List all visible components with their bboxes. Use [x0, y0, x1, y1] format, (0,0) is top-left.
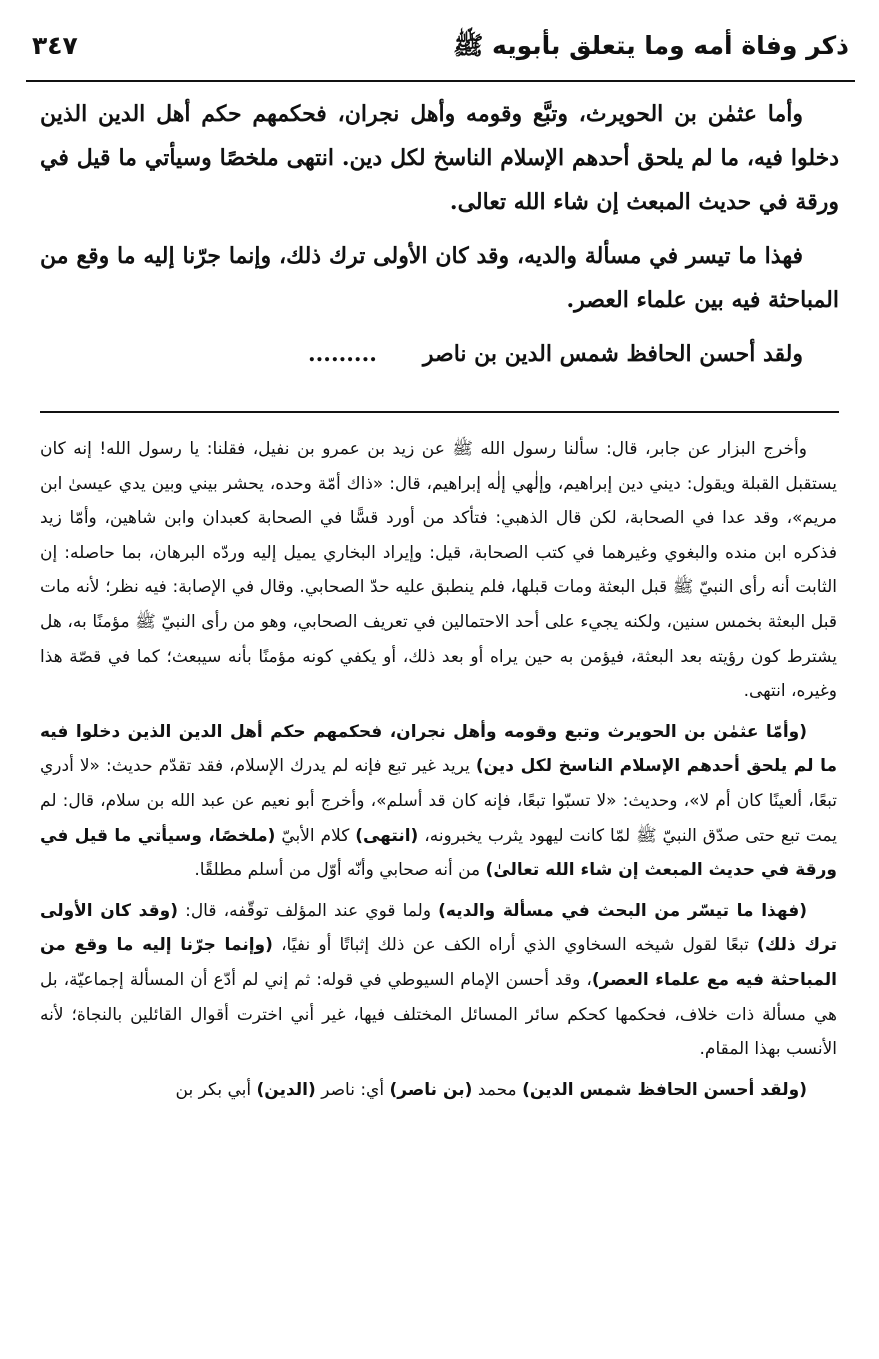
main-paragraph: فهذا ما تيسر في مسألة والديه، وقد كان الأولى ترك ذلك، وإنما جرّنا إليه ما وقع من المباحثة فيه بين علماء العصر.	[40, 243, 839, 313]
commentary-paragraph	[40, 715, 837, 888]
commentary-text: يريد غير تبع فإنه لم يدرك الإسلام، فقد تقدّم حديث: «لا أدري تبعًا، ألعينًا كان أم لا»، وحديث: «لا تسبّوا تبعًا، فإنه كان قد أسلم»، وأخرج أبو نعيم عن عبد الله بن سلام، قال: لم يمت تبع حتى صدّق النبيّ ﷺ لمّا كانت ليهود يثرب يخبرونه،	[40, 756, 837, 846]
commentary-text: ولما قوي عند المؤلف توقّفه، قال:	[177, 900, 439, 921]
header-divider	[26, 80, 855, 82]
quoted-text: (انتهى)	[355, 825, 419, 846]
quoted-text: (وقد كان الأولى ترك ذلك)	[40, 900, 837, 956]
commentary-paragraph: وأخرج البزار عن جابر، قال: سألنا رسول الله ﷺ عن زيد بن عمرو بن نفيل، فقلنا: يا رسول الله! إنه كان يستقبل القبلة ويقول: ديني دين إبراهيم، وإلٰهي إلٰه إبراهيم، قال: «ذاك أمّة وحده، يحشر بيني وبين يدي عيسىٰ ابن مريم»، وقد عدا في الصحابة، لكن قال الذهبي: فتأكد من أورد قسًّا في الصحابة كعبدان وابن شاهين، وأمّا زيد فذكره ابن منده والبغوي وغيرهما في كتب الصحابة، قيل: وإيراد البخاري يميل إليه وردّه البرهان، بما حاصله: إن الثابت أنه رأى النبيّ ﷺ قبل البعثة ومات قبلها، فلم ينطبق عليه حدّ الصحابي. وقال في الإصابة: فيه نظر؛ لأنه مات قبل البعثة بخمس سنين، ولكنه يجيء على أحد الاحتمالين في تعريف الصحابي، وهو من رأى النبيّ ﷺ مؤمنًا به، هل يشترط كون رؤيته بعد البعثة، فيؤمن به حين يراه أو بعد ذلك، أو يكفي كونه مؤمنًا بأنه سيبعث؛ كما في قصّة هذا وغيره، انتهى.	[40, 439, 837, 702]
quoted-text: (فهذا ما تيسّر من البحث في مسألة والديه)	[438, 900, 807, 921]
commentary-paragraph	[40, 894, 837, 1067]
main-paragraph: وأما عثمٰن بن الحويرث، وتبَّع وقومه وأهل نجران، فحكمهم حكم أهل الدين الذين دخلوا فيه، ما لم يلحق أحدهم الإسلام الناسخ لكل دين. انتهى ملخصًا وسيأتي ما قيل في ورقة في حديث المبعث إن شاء الله تعالى.	[40, 101, 839, 215]
quoted-text: (الدين)	[256, 1079, 316, 1100]
quoted-text: (ملخصًا، وسيأتي ما قيل في ورقة في حديث المبعث إن شاء الله تعالىٰ)	[40, 825, 837, 881]
commentary-text: محمد	[472, 1079, 523, 1100]
commentary-text: أي: ناصر	[315, 1079, 390, 1100]
commentary-text: أبي بكر بن	[175, 1079, 257, 1100]
commentary-paragraph	[40, 1073, 837, 1108]
commentary-text: تبعًا لقول شيخه السخاوي الذي أراه الكف عن ذلك إثباتًا أو نفيًا،	[272, 935, 758, 956]
quoted-text: (ولقد أحسن الحافظ شمس الدين)	[522, 1079, 807, 1100]
main-text-block	[40, 92, 839, 386]
quoted-text: (وأمّا عثمٰن بن الحويرث وتبع وقومه وأهل نجران، فحكمهم حكم أهل الدين الذين دخلوا فيه ما لم يلحق أحدهم الإسلام الناسخ لكل دين)	[40, 721, 837, 777]
quoted-text: (بن ناصر)	[389, 1079, 473, 1100]
page-number: ٣٤٧	[32, 31, 78, 60]
commentary-text: كلام الأبيّ	[275, 825, 356, 846]
verse-intro-text: ولقد أحسن الحافظ شمس الدين بن ناصر	[422, 341, 803, 367]
running-title: ذكر وفاة أمه وما يتعلق بأبويه ﷺ	[453, 31, 849, 60]
verse-intro-line	[40, 332, 839, 376]
commentary-block	[40, 432, 837, 1113]
page-header	[32, 22, 849, 72]
commentary-text: ، وقد أحسن الإمام السيوطي في قوله: ثم إني لم أدّع أن المسألة إجماعيّة، بل هي مسألة ذات خلاف، فحكمها كحكم سائر المسائل المختلف فيها، غير أني اخترت أقوال القائلين بالنجاة؛ لأنه الأنسب بهذا المقام.	[40, 969, 837, 1060]
commentary-divider	[40, 411, 839, 413]
quoted-text: (وإنما جرّنا إليه ما وقع من المباحثة فيه مع علماء العصر)	[40, 935, 837, 990]
ellipsis-dots: .........	[307, 341, 377, 367]
commentary-text: من أنه صحابي وأنّه أوّل من أسلم مطلقًا.	[194, 860, 486, 881]
